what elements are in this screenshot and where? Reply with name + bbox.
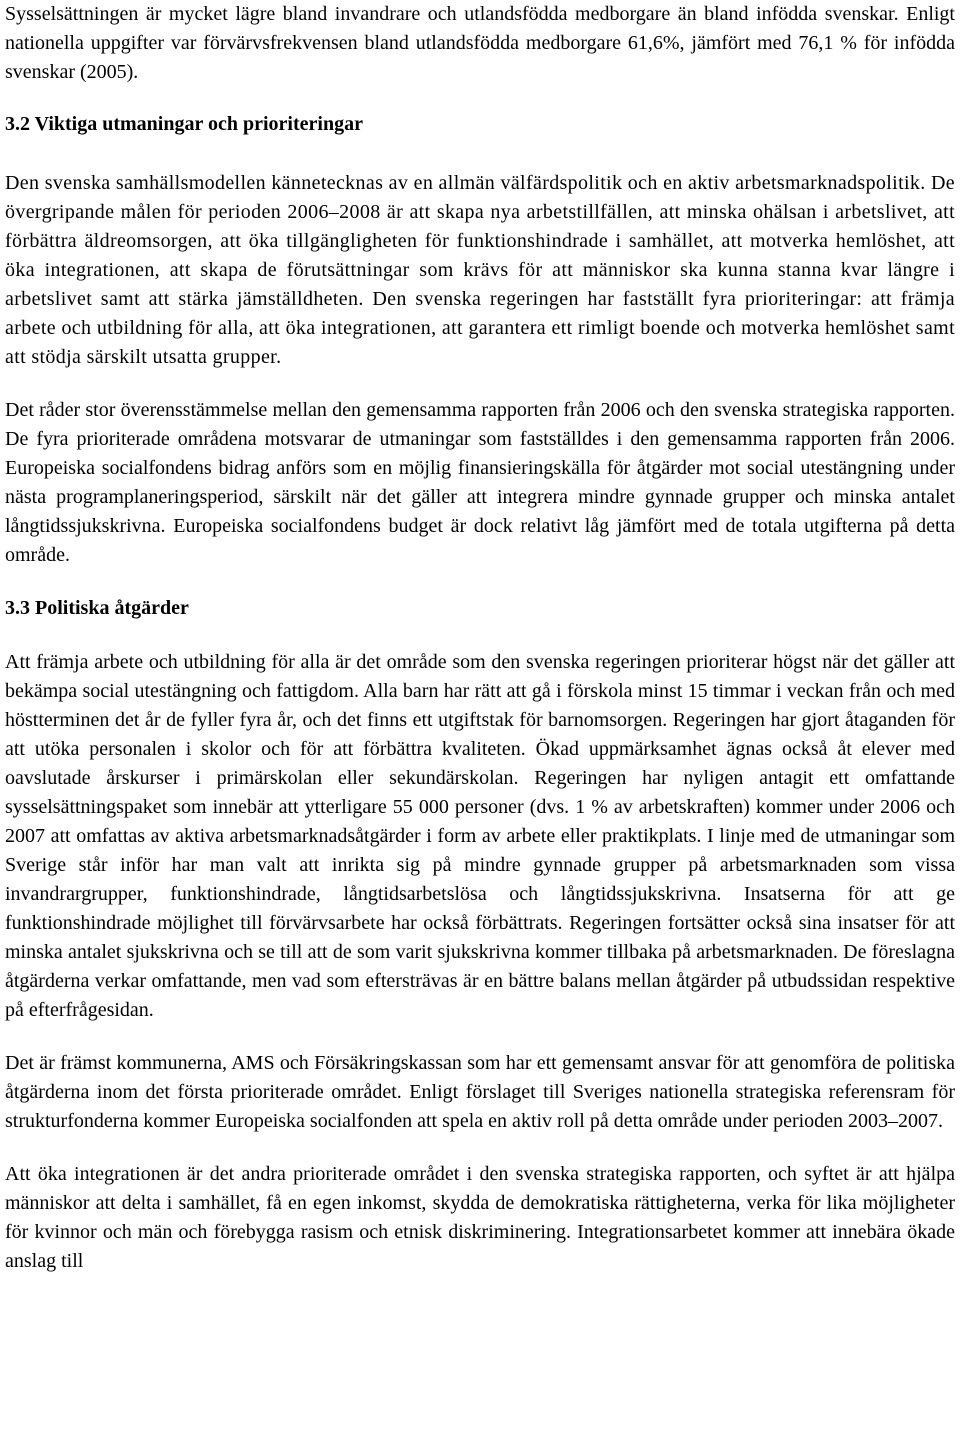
paragraph-integration: Att öka integrationen är det andra prioriterade området i den svenska strategiska rapporten, och syftet är att hjälpa människor att delta i samhället, få en egen inkomst, skydda de demokratiska rättigheterna, verka för lika möjligheter för kvinnor och män och förebygga rasism och etnisk diskriminering. Integrationsarbetet kommer att innebära ökade anslag till bbox=[5, 1163, 955, 1272]
paragraph-work-education: Att främja arbete och utbildning för alla är det område som den svenska regeringen prioriterar högst när det gäller att bekämpa social utestängning och fattigdom. Alla barn har rätt att gå i förskola minst 15 timmar i veckan från och med höstterminen det år de fyller fyra år, och det finns ett utgiftstak för barnomsorgen. Regeringen har gjort åtaganden för att utöka personalen i skolor och för att förbättra kvaliteten. Ökad uppmärksamhet ägnas också åt elever med oavslutade årskurser i primärskolan eller sekundärskolan. Regeringen har nyligen antagit ett omfattande sysselsättningspaket som innebär att ytterligare 55 000 personer (dvs. 1 % av arbetskraften) kommer under 2006 och 2007 att omfattas av aktiva arbetsmarknadsåtgärder i form av arbete eller praktikplats. I linje med de utmaningar som Sverige står inför har man valt att inrikta sig på mindre gynnade grupper på arbetsmarknaden som vissa invandrargrupper, funktionshindrade, långtidsarbetslösa och långtidssjukskrivna. Insatserna för att ge funktionshindrade möjlighet till förvärvsarbete har också förbättrats. Regeringen fortsätter också sina insatser för att minska antalet sjukskrivna och se till att de som varit sjukskrivna kommer tillbaka på arbetsmarknaden. De föreslagna åtgärderna verkar omfattande, men vad som eftersträvas är en bättre balans mellan åtgärder på utbudssidan respektive på efterfrågesidan. bbox=[5, 651, 955, 1021]
paragraph-employment-intro: Sysselsättningen är mycket lägre bland invandrare och utlandsfödda medborgare än bland infödda svenskar. Enligt nationella uppgifter var förvärvsfrekvensen bland utlandsfödda medborgare 61,6%, jämfört med 76,1 % för infödda svenskar (2005). bbox=[5, 3, 955, 83]
document-page bbox=[5, 0, 955, 1276]
paragraph-municipalities: Det är främst kommunerna, AMS och Försäkringskassan som har ett gemensamt ansvar för att genomföra de politiska åtgärderna inom det första prioriterade området. Enligt förslaget till Sveriges nationella strategiska referensram för strukturfonderna kommer Europeiska socialfonden att spela en aktiv roll på detta område under perioden 2003–2007. bbox=[5, 1052, 955, 1132]
paragraph-report-consensus: Det råder stor överensstämmelse mellan den gemensamma rapporten från 2006 och den svenska strategiska rapporten. De fyra prioriterade områdena motsvarar de utmaningar som fastställdes i den gemensamma rapporten från 2006. Europeiska socialfondens bidrag anförs som en möjlig finansieringskälla för åtgärder mot social utestängning under nästa programplaneringsperiod, särskilt när det gäller att integrera mindre gynnade grupper och minska antalet långtidssjukskrivna. Europeiska socialfondens budget är dock relativt låg jämfört med de totala utgifterna på detta område. bbox=[5, 399, 955, 566]
paragraph-swedish-model: Den svenska samhällsmodellen kännetecknas av en allmän välfärdspolitik och en aktiv arbetsmarknadspolitik. De övergripande målen för perioden 2006–2008 är att skapa nya arbetstillfällen, att minska ohälsan i arbetslivet, att förbättra äldreomsorgen, att öka tillgängligheten för funktionshindrade i samhället, att motverka hemlöshet, att öka integrationen, att skapa de förutsättningar som krävs för att människor ska kunna stanna kvar längre i arbetslivet samt att stärka jämställdheten. Den svenska regeringen har fastställt fyra prioriteringar: att främja arbete och utbildning för alla, att öka integrationen, att garantera ett rimligt boende och motverka hemlöshet samt att stödja särskilt utsatta grupper. bbox=[5, 172, 955, 368]
section-heading-3-2: 3.2 Viktiga utmaningar och prioriteringar bbox=[5, 113, 363, 135]
section-heading-3-3: 3.3 Politiska åtgärder bbox=[5, 597, 189, 619]
